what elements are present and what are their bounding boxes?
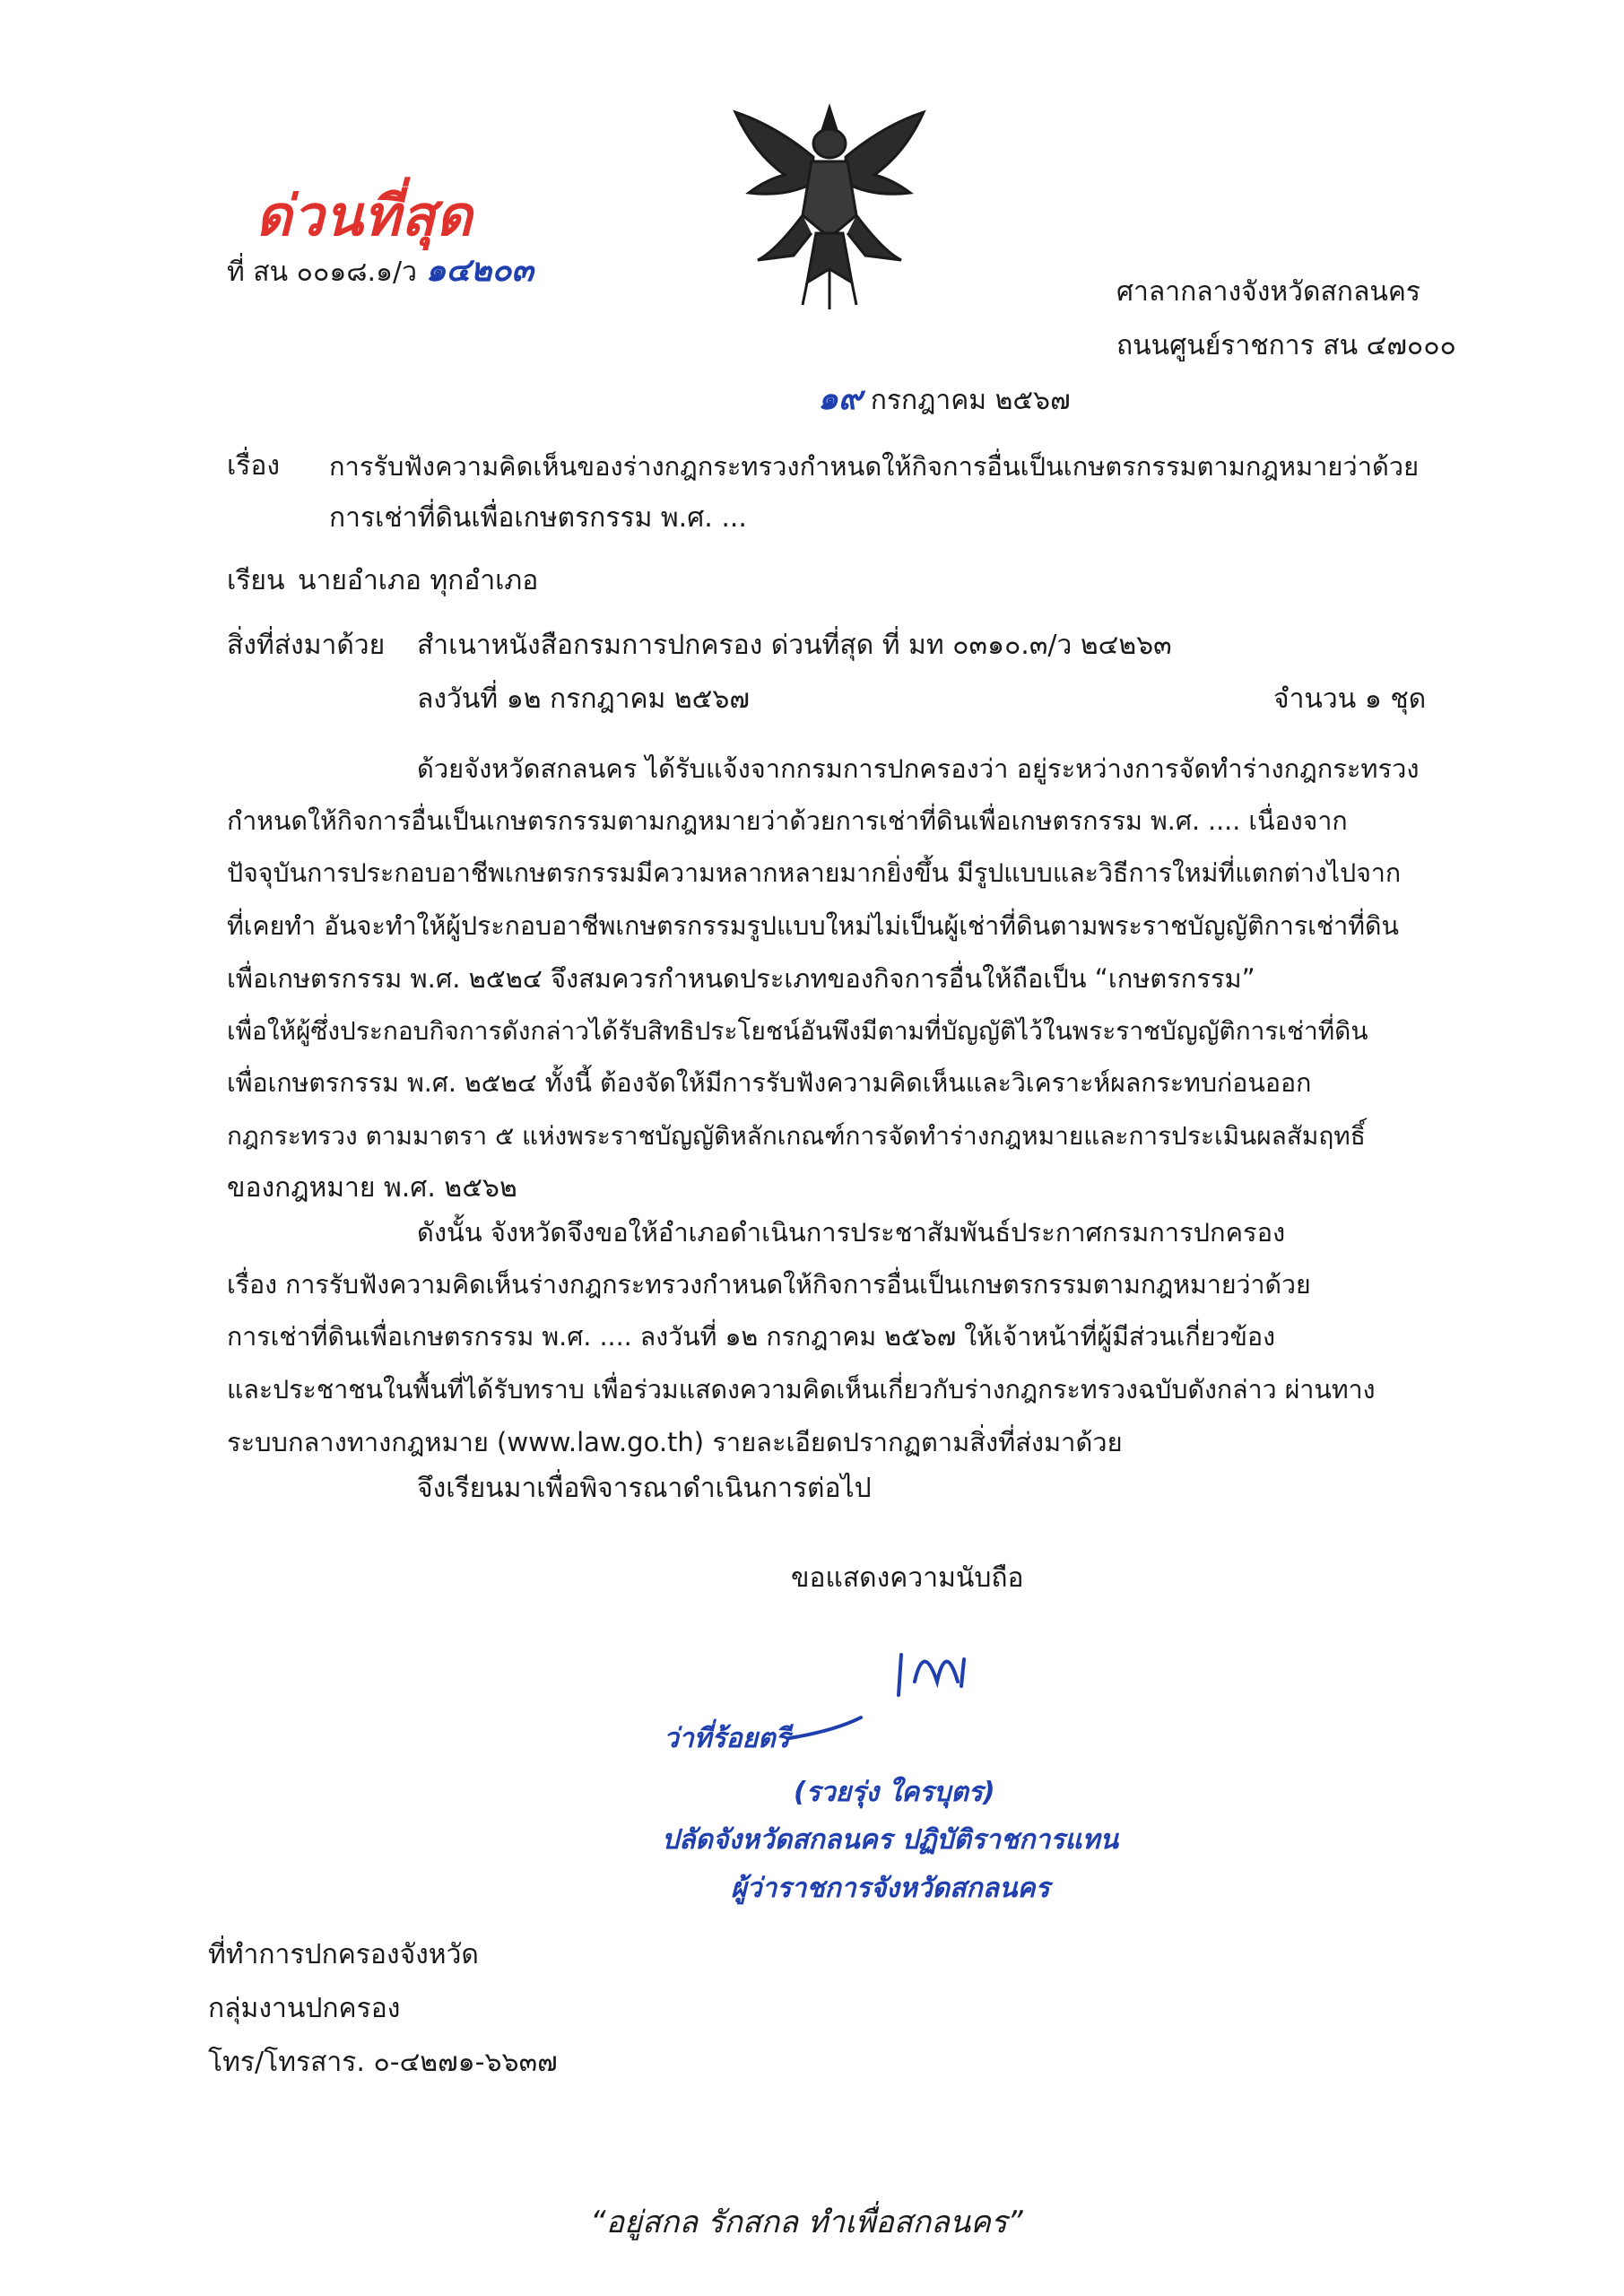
subject-line1: การรับฟังความคิดเห็นของร่างกฎกระทรวงกำหนดให้กิจการอื่นเป็นเกษตรกรรมตามกฎหมายว่าด้วย xyxy=(329,451,1420,482)
body-line: กำหนดให้กิจการอื่นเป็นเกษตรกรรมตามกฎหมายว่าด้วยการเช่าที่ดินเพื่อเกษตรกรรม พ.ศ. .... เนื่องจาก xyxy=(227,805,1348,836)
subject-line2: การเช่าที่ดินเพื่อเกษตรกรรม พ.ศ. ... xyxy=(329,502,747,534)
closing-salutation: ขอแสดงความนับถือ xyxy=(791,1562,1024,1594)
reference-handwritten-number: ๑๔๒๐๓ xyxy=(425,252,534,289)
body-paragraph-1 xyxy=(227,743,1478,1215)
body-line: และประชาชนในพื้นที่ได้รับทราบ เพื่อร่วมแสดงความคิดเห็นเกี่ยวกับร่างกฎกระทรวงฉบับดังกล่าว ผ่านทาง xyxy=(227,1374,1376,1405)
body-line: ด้วยจังหวัดสกลนคร ได้รับแจ้งจากกรมการปกครองว่า อยู่ระหว่างการจัดทำร่างกฎกระทรวง xyxy=(417,753,1420,784)
signer-position-line1: ปลัดจังหวัดสกลนคร ปฏิบัติราชการแทน xyxy=(662,1824,1119,1856)
document-date xyxy=(818,381,1071,419)
garuda-emblem-icon xyxy=(722,90,937,314)
enclosure-label: สิ่งที่ส่งมาด้วย xyxy=(227,630,386,661)
enclosure-line2: ลงวันที่ ๑๒ กรกฎาคม ๒๕๖๗ xyxy=(417,683,750,715)
body-line: ที่เคยทำ อันจะทำให้ผู้ประกอบอาชีพเกษตรกรรมรูปแบบใหม่ไม่เป็นผู้เช่าที่ดินตามพระราชบัญญัติการเช่าที่ดิน xyxy=(227,910,1400,941)
recipient-label: เรียน xyxy=(227,565,285,596)
body-paragraph-2 xyxy=(227,1206,1478,1469)
office-address-line1: ศาลากลางจังหวัดสกลนคร xyxy=(1116,276,1421,308)
reference-number xyxy=(227,253,534,291)
body-line: ของกฎหมาย พ.ศ. ๒๕๖๒ xyxy=(227,1172,517,1204)
handwritten-signature xyxy=(780,1632,995,1749)
footer-phone: โทร/โทรสาร. ๐-๔๒๗๑-๖๖๓๗ xyxy=(208,2047,558,2078)
footer-group: กลุ่มงานปกครอง xyxy=(208,1993,401,2024)
body-line: เพื่อเกษตรกรรม พ.ศ. ๒๕๒๔ ทั้งนี้ ต้องจัดให้มีการรับฟังความคิดเห็นและวิเคราะห์ผลกระทบก่อนออก xyxy=(227,1068,1312,1098)
date-month-year: กรกฎาคม ๒๕๖๗ xyxy=(870,385,1071,416)
recipient-value: นายอำเภอ ทุกอำเภอ xyxy=(298,565,539,596)
footer-office: ที่ทำการปกครองจังหวัด xyxy=(208,1939,479,1970)
closing-request: จึงเรียนมาเพื่อพิจารณาดำเนินการต่อไป xyxy=(417,1473,872,1504)
urgent-stamp: ด่วนที่สุด xyxy=(256,183,473,248)
body-line: ดังนั้น จังหวัดจึงขอให้อำเภอดำเนินการประชาสัมพันธ์ประกาศกรมการปกครอง xyxy=(417,1217,1286,1248)
reference-prefix: ที่ สน ๐๐๑๘.๑/ว xyxy=(227,257,418,288)
body-line: กฎกระทรวง ตามมาตรา ๕ แห่งพระราชบัญญัติหลักเกณฑ์การจัดทำร่างกฎหมายและการประเมินผลสัมฤทธิ์ xyxy=(227,1120,1366,1151)
body-line: ปัจจุบันการประกอบอาชีพเกษตรกรรมมีความหลากหลายมากยิ่งขึ้น มีรูปแบบและวิธีการใหม่ที่แตกต่างไปจาก xyxy=(227,858,1402,888)
signer-name: (รวยรุ่ง ใครบุตร) xyxy=(794,1777,995,1808)
body-line: การเช่าที่ดินเพื่อเกษตรกรรม พ.ศ. .... ลงวันที่ ๑๒ กรกฎาคม ๒๕๖๗ ให้เจ้าหน้าที่ผู้มีส่วนเกี่ยวข้อง xyxy=(227,1322,1275,1352)
body-line: เพื่อให้ผู้ซึ่งประกอบกิจการดังกล่าวได้รับสิทธิประโยชน์อันพึงมีตามที่บัญญัติไว้ในพระราชบัญญัติการเช่าที่ดิน xyxy=(227,1015,1368,1046)
body-line: เพื่อเกษตรกรรม พ.ศ. ๒๕๒๔ จึงสมควรกำหนดประเภทของกิจการอื่นให้ถือเป็น “เกษตรกรรม” xyxy=(227,963,1255,994)
office-address-line2: ถนนศูนย์ราชการ สน ๔๗๐๐๐ xyxy=(1116,330,1456,361)
enclosure-line1: สำเนาหนังสือกรมการปกครอง ด่วนที่สุด ที่ มท ๐๓๑๐.๓/ว ๒๔๒๖๓ xyxy=(417,630,1172,661)
subject-label: เรื่อง xyxy=(227,450,281,482)
date-day-handwritten: ๑๙ xyxy=(818,380,863,417)
enclosure-quantity: จำนวน ๑ ชุด xyxy=(1273,683,1427,715)
provincial-motto: “อยู่สกล รักสกล ทำเพื่อสกลนคร” xyxy=(590,2205,1023,2240)
body-line: ระบบกลางทางกฎหมาย (www.law.go.th) รายละเอียดปรากฏตามสิ่งที่ส่งมาด้วย xyxy=(227,1427,1123,1457)
signer-position-line2: ผู้ว่าราชการจังหวัดสกลนคร xyxy=(731,1873,1050,1904)
signer-rank: ว่าที่ร้อยตรี xyxy=(664,1723,790,1754)
body-line: เรื่อง การรับฟังความคิดเห็นร่างกฎกระทรวงกำหนดให้กิจการอื่นเป็นเกษตรกรรมตามกฎหมายว่าด้วย xyxy=(227,1269,1311,1300)
